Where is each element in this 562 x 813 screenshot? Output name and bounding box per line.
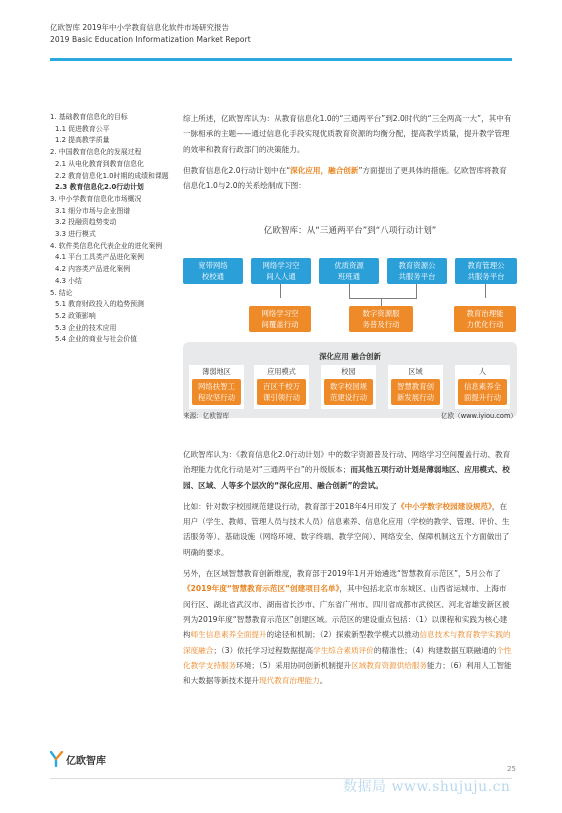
orange-box: 数字资源服 务普及行动 <box>349 306 413 332</box>
toc-item[interactable]: 5. 结论 <box>50 288 73 297</box>
paragraph: 亿欧智库认为：《教育信息化2.0行动计划》中的数字资源普及行动、网络学习空间覆盖行动、教育治理能力优化行动是对“三通两平台”的升级版本；而其他五项行动计划是薄弱地区、应用模式、校园、区域、人等多个层次的“深化应用、融合创新”的尝试。 <box>183 450 511 490</box>
header-rule <box>50 58 512 61</box>
toc-item[interactable]: 4.2 内容类产品进化案例 <box>55 265 131 274</box>
toc-item[interactable]: 2.2 教育信息化1.0时期的成绩和课题 <box>55 171 169 180</box>
toc-item[interactable]: 1.1 促进教育公平 <box>55 124 110 133</box>
logo-text: 亿欧智库 <box>66 755 106 767</box>
highlight: 信息技术与教育教学实践的深度融合 <box>183 630 511 655</box>
orange-box: 网络学习空 间覆盖行动 <box>249 306 311 332</box>
toc-item[interactable]: 5.4 企业的商业与社会价值 <box>55 335 138 344</box>
toc-item[interactable]: 3.2 投融资趋势变动 <box>55 218 117 227</box>
orange-box: 信息素养全 面提升行动 <box>458 379 507 405</box>
toc-item[interactable]: 4.3 小结 <box>55 276 82 285</box>
blue-box: 教育资源公 共服务平台 <box>387 258 447 284</box>
toc-item[interactable]: 4. 软件类信息化代表企业的进化案例 <box>50 241 163 250</box>
bold-text: 而其他五项行动计划是薄弱地区、应用模式、校园、区域、人等多个层次的“深化应用、融合创新”的尝试。 <box>183 465 510 490</box>
figure-title: 亿欧智库：从“三通两平台”到“八项行动计划” <box>263 226 437 236</box>
connector-line <box>280 284 281 298</box>
paragraph: 比如：针对数字校园规范建设行动，教育部于2018年4月印发了《中小学数字校园建设规范》，在用户（学生、教师、管理人员与技术人员）信息素养、信息化应用（学校的教学、管理、评价、生活服务等）、基础设施（网络环境、数字终端、教学空间）、网络安全、保障机制这五个方面做出了明确的要求。 <box>183 501 510 557</box>
blue-box: 教育管理公 共服务平台 <box>455 258 517 284</box>
page-number: 25 <box>507 765 516 773</box>
figure <box>183 214 517 426</box>
innovation-label: 深化应用 融合创新 <box>319 352 381 361</box>
orange-box: 教育治理能 力优化行动 <box>454 306 516 332</box>
table-of-contents <box>50 112 172 346</box>
toc-item[interactable]: 1. 基础教育信息化的目标 <box>50 113 128 121</box>
highlight: 个性化教学支持服务 <box>183 645 512 670</box>
toc-item[interactable]: 3.1 细分市场与企业图谱 <box>55 206 131 215</box>
figure-source: 来源：亿欧智库 <box>183 412 230 420</box>
header-subtitle: 2019 Basic Education Informatization Market Report <box>50 35 251 44</box>
orange-box: 网络扶智工 程攻坚行动 <box>192 379 241 405</box>
highlight: 区域教育资源供给服务 <box>351 660 428 670</box>
connector-line <box>349 284 350 298</box>
highlight: 《2019年度“智慧教育示范区”创建项目名单》 <box>183 584 340 594</box>
header-title: 亿欧智库 2019年中小学教育信息化软件市场研究报告 <box>50 23 229 32</box>
toc-item[interactable]: 3. 中小学教育信息化市场概况 <box>50 194 142 203</box>
footer-logo <box>50 751 106 767</box>
toc-item[interactable]: 2. 中国教育信息化的发展过程 <box>50 148 142 157</box>
paragraph: 综上所述，亿欧智库认为：从教育信息化1.0的“三通两平台”到2.0时代的“三全两高一大”，其中有一脉相承的主题——通过信息化手段实现优质教育资源的均衡分配，提高教学质量，提升教学管理的效率和教育行政部门的决策能力。 <box>183 114 512 154</box>
watermark: 数据局 www.shujuju.cn <box>343 779 511 795</box>
highlight: 学生综合素质评价 <box>313 645 374 655</box>
toc-item-current[interactable]: 2.3 教育信息化2.0行动计划 <box>55 183 144 192</box>
highlight: 深化应用，融合创新 <box>290 165 359 175</box>
toc-item[interactable]: 4.1 平台工具类产品进化案例 <box>55 253 144 262</box>
intro-text <box>183 111 513 193</box>
paragraph: 但教育信息化2.0行动计划中在“深化应用，融合创新”方面提出了更具体的措施。亿欧智库将教育信息化1.0与2.0的关系绘制成下图： <box>183 165 507 191</box>
category-label: 校园 <box>341 367 356 376</box>
orange-box: 智慧教育创 新发展行动 <box>391 379 440 405</box>
toc-item[interactable]: 2.1 从电化教育到教育信息化 <box>55 159 144 168</box>
toc-item[interactable]: 1.2 提高教学质量 <box>55 136 110 145</box>
body-text <box>183 447 513 688</box>
connector-line <box>381 298 382 306</box>
connector-line <box>349 298 417 299</box>
figure-source-url: 亿欧（www.iyiou.com） <box>440 412 517 420</box>
paragraph: 另外，在区域智慧教育创新维度，教育部于2019年1月开始遴选“智慧教育示范区”，5月公布了《2019年度“智慧教育示范区”创建项目名单》，其中包括北京市东城区、山西省运城市、上海市闵行区、湖北省武汉市、湖南省长沙市、广东省广州市、四川省成都市武侯区、河北省雄安新区被列为2019年度“智慧教育示范区”创建区域。示范区的建设重点包括：（1）以课程和实践为核心建构师生信息素养全面提升的途径和机制；（2）探索新型教学模式以推动信息技术与教育教学实践的深度融合；（3）依托学习过程数据提高学生综合素质评价的精准性；（4）构建数据互联融通的个性化教学支持服务环境；（5）采用协同创新机制提升区域教育资源供给服务能力；（6）利用人工智能和大数据等新技术提升现代教育治理能力。 <box>183 569 512 686</box>
blue-box: 宽带网络 校校通 <box>183 258 243 284</box>
connector-line <box>485 284 486 298</box>
highlight: 师生信息素养全面提升 <box>190 630 267 640</box>
toc-item[interactable]: 5.2 政策影响 <box>55 311 96 320</box>
orange-box: 百区千校万 课引领行动 <box>257 379 306 405</box>
toc-item[interactable]: 5.1 教育财政投入的趋势预测 <box>55 300 144 309</box>
highlight: 《中小学数字校园建设规范》 <box>397 501 492 511</box>
category-label: 薄弱地区 <box>202 367 231 376</box>
category-label: 区域 <box>408 367 423 376</box>
highlight: 现代教育治理能力 <box>258 676 320 686</box>
category-label: 人 <box>478 367 487 376</box>
connector-line <box>416 284 417 298</box>
orange-box: 数字校园规 范建设行动 <box>324 379 373 405</box>
toc-item[interactable]: 3.3 进行模式 <box>55 230 96 239</box>
report-header <box>50 22 251 46</box>
blue-box: 网络学习空 间人人通 <box>251 258 311 284</box>
toc-item[interactable]: 5.3 企业的技术应用 <box>55 323 117 332</box>
logo-icon <box>50 751 64 767</box>
blue-box: 优质资源 班班通 <box>319 258 379 284</box>
category-label: 应用模式 <box>267 367 296 376</box>
